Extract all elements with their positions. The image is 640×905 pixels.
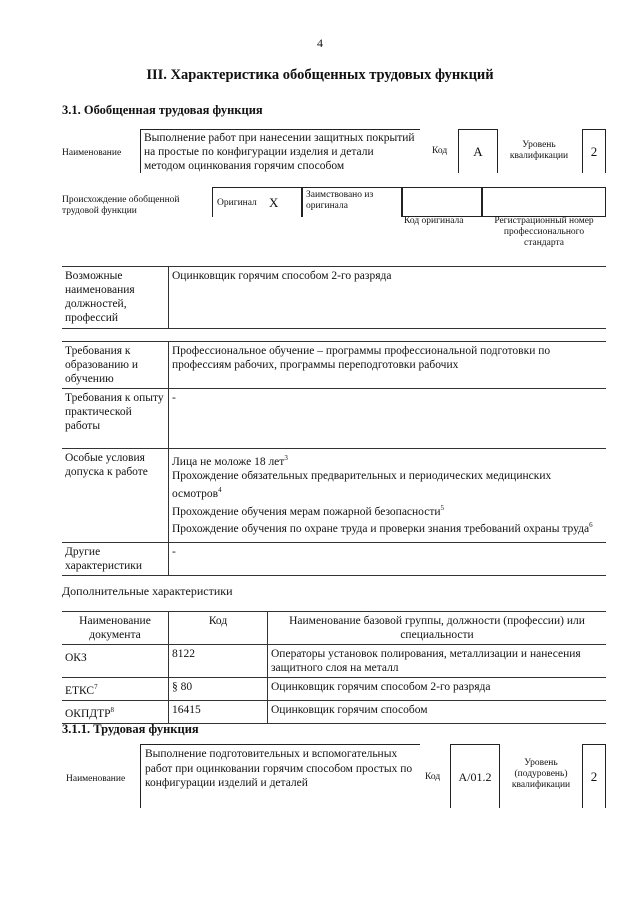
req-row-education — [62, 342, 606, 389]
req-admission-lines — [169, 449, 607, 543]
tf-code-label: Код — [425, 772, 441, 782]
doc-cell: ЕТКС$^7$ — [62, 678, 169, 701]
doc-cell: ОКЗ — [62, 645, 169, 678]
table-row — [62, 700, 606, 723]
additional-table — [62, 611, 606, 724]
original-label: Оригинал — [217, 198, 257, 208]
gtf-heading: 3.1. Обобщенная трудовая функция — [62, 103, 263, 117]
positions-label: Возможные наименования должностей, профессий — [62, 267, 169, 329]
tf-name-label: Наименование — [66, 774, 126, 784]
tf-name-value: Выполнение подготовительных и вспомогательных работ при оцинковании горячим способом простых по конфигурации изделий и деталей — [140, 744, 420, 808]
admission-line: Прохождение обязательных предварительных и периодических медицинских осмотров$^4$ — [172, 469, 552, 500]
original-mark: X — [269, 195, 279, 210]
gtf-name-label: Наименование — [62, 148, 122, 158]
req-row-other — [62, 543, 606, 576]
gtf-origin-label: Происхождение обобщенной трудовой функции — [62, 195, 180, 216]
req-value: Профессиональное обучение – программы профессиональной подготовки по профессиям рабочих, программы переподготовки рабочих — [169, 342, 607, 389]
gtf-code-label: Код — [432, 146, 448, 156]
admission-line: Прохождение обучения мерам пожарной безопасности$^5$ — [172, 503, 445, 518]
req-value: - — [169, 543, 607, 576]
req-label: Другие характеристики — [62, 543, 169, 576]
additional-header-row — [62, 612, 606, 645]
code-cell: 8122 — [169, 645, 268, 678]
additional-title: Дополнительные характеристики — [62, 584, 233, 598]
col-header-name: Наименование базовой группы, должности (профессии) или специальности — [268, 612, 607, 645]
gtf-level-label: Уровень квалификации — [509, 140, 569, 161]
reg-number-label: Регистрационный номер профессионального стандарта — [494, 216, 594, 248]
gtf-name-value: Выполнение работ при нанесении защитных покрытий на простые по конфигурации изделия и детали методом оцинкования горячим способом — [140, 129, 420, 173]
admission-line: Лица не моложе 18 лет$^3$ — [172, 454, 288, 468]
positions-table — [62, 266, 606, 329]
req-row-experience — [62, 389, 606, 449]
page-number: 4 — [317, 36, 323, 50]
req-label: Требования к опыту практической работы — [62, 389, 169, 449]
requirements-table — [62, 341, 606, 576]
table-row — [62, 678, 606, 701]
name-cell: Операторы установок полирования, металлизации и нанесения защитного слоя на металл — [268, 645, 607, 678]
reg-number-box — [482, 187, 606, 217]
orig-code-box — [402, 187, 482, 217]
section-title: III. Характеристика обобщенных трудовых функций — [146, 67, 494, 83]
name-cell: Оцинковщик горячим способом 2-го разряда — [268, 678, 607, 701]
gtf-code-value: А — [458, 129, 498, 173]
req-row-admission — [62, 449, 606, 543]
admission-line: Прохождение обучения по охране труда и проверки знания требований охраны труда$^6$ — [172, 521, 593, 536]
tf-level-label: Уровень (подуровень) квалификации — [511, 758, 571, 790]
borrowed-label: Заимствовано из оригинала — [302, 187, 402, 217]
tf-code-value: A/01.2 — [450, 744, 500, 808]
original-box — [212, 187, 302, 217]
name-cell: Оцинковщик горячим способом — [268, 700, 607, 723]
col-header-code: Код — [169, 612, 268, 645]
tf-heading: 3.1.1. Трудовая функция — [62, 722, 199, 736]
col-header-doc: Наименование документа — [62, 612, 169, 645]
doc-cell: ОКПДТР$^8$ — [62, 700, 169, 723]
req-label: Требования к образованию и обучению — [62, 342, 169, 389]
positions-value: Оцинковщик горячим способом 2-го разряда — [169, 267, 607, 329]
code-cell: § 80 — [169, 678, 268, 701]
gtf-level-value: 2 — [582, 129, 606, 173]
table-row — [62, 645, 606, 678]
tf-level-value: 2 — [582, 744, 606, 808]
req-label: Особые условия допуска к работе — [62, 449, 169, 543]
code-cell: 16415 — [169, 700, 268, 723]
req-value: - — [169, 389, 607, 449]
orig-code-label: Код оригинала — [404, 216, 464, 226]
